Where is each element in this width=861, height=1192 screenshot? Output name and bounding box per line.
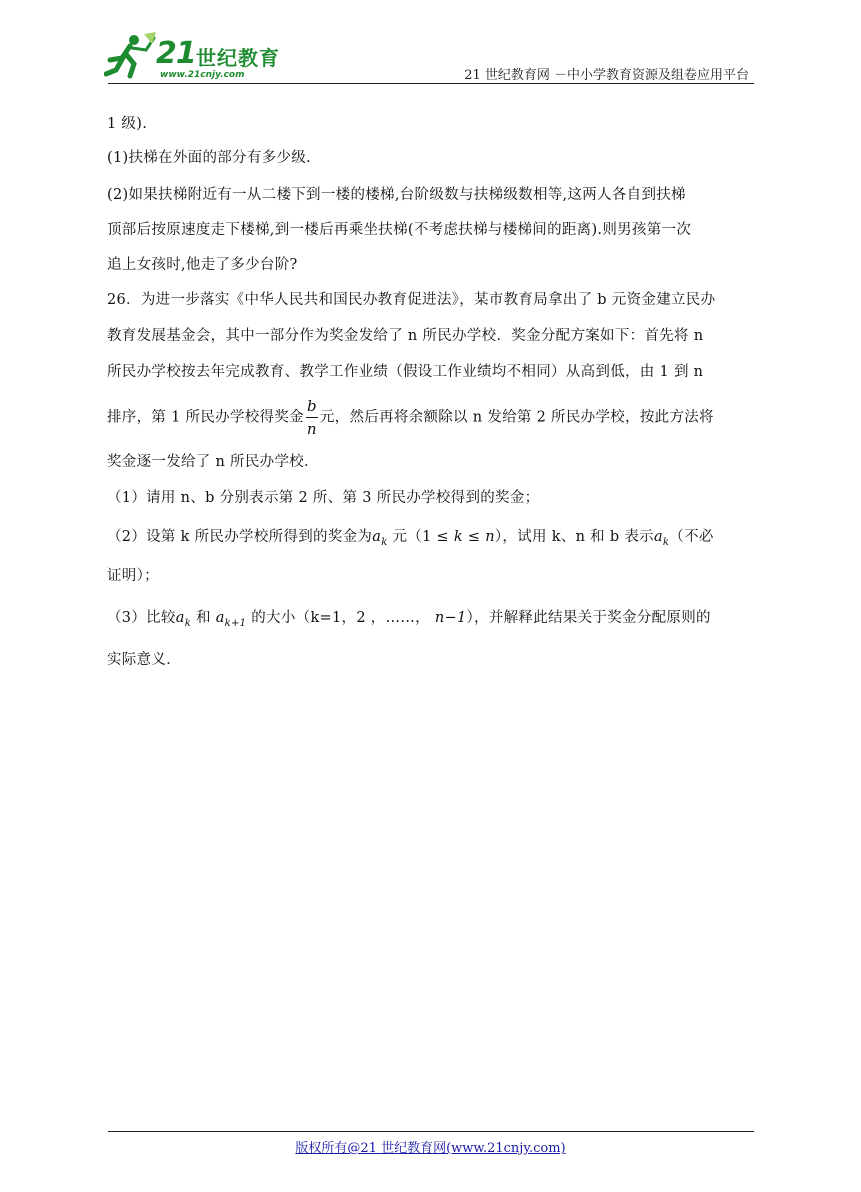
logo-url: www.21cnjy.com: [160, 70, 245, 80]
header-divider: [108, 83, 754, 84]
text-line: 所民办学校按去年完成教育、教学工作业绩（假设工作业绩均不相同）从高到低，由 1 到 n: [107, 364, 704, 380]
text-line: (2)如果扶梯附近有一从二楼下到一楼的楼梯,台阶级数与扶梯级数相等,这两人各自到扶梯: [107, 187, 686, 203]
text-segment: （3）比较: [107, 610, 176, 626]
text-segment: 的大小（k=1，2 ，……，: [246, 610, 435, 626]
runner-icon: [104, 30, 156, 80]
text-line: 1 级).: [107, 116, 148, 132]
fraction-b-over-n: [306, 395, 318, 440]
text-segment: 元，然后再将余额除以 n 发给第 2 所民办学校，按此方法将: [319, 409, 714, 426]
text-line: (1)扶梯在外面的部分有多少级.: [107, 150, 311, 166]
logo-number: 21: [156, 36, 196, 71]
text-line-with-fraction: [107, 395, 714, 440]
sub-question-3: [107, 608, 711, 634]
text-line: 证明）；: [107, 568, 159, 584]
math-subscript: k: [662, 536, 670, 548]
text-segment: 和: [191, 610, 216, 626]
question-26-line: 26．为进一步落实《中华人民共和国民办教育促进法》，某市教育局拿出了 b 元资金建立民办: [107, 292, 716, 308]
text-segment: 元（1: [387, 529, 437, 545]
site-logo: [104, 30, 284, 86]
math-a: a: [372, 529, 382, 545]
math-a: a: [215, 610, 225, 626]
math-inequality: ≤ k ≤ n: [436, 529, 495, 545]
header-site-title: 21 世纪教育网 －中小学教育资源及组卷应用平台: [464, 68, 749, 83]
text-segment: （2）设第 k 所民办学校所得到的奖金为: [107, 529, 373, 545]
text-segment: 排序，第 1 所民办学校得奖金: [107, 409, 304, 426]
footer-copyright-link[interactable]: 版权所有@21 世纪教育网(www.21cnjy.com): [295, 1141, 566, 1156]
footer-divider: [108, 1131, 754, 1132]
text-line: 奖金逐一发给了 n 所民办学校．: [107, 454, 319, 470]
text-line: 追上女孩时,他走了多少台阶?: [107, 257, 298, 273]
sub-question-1: （1）请用 n、b 分别表示第 2 所、第 3 所民办学校得到的奖金；: [107, 490, 540, 506]
sub-question-2: [107, 527, 714, 553]
text-segment: （不必: [669, 529, 714, 545]
text-segment: ），试用 k、n 和 b 表示: [494, 529, 654, 545]
text-segment: ），并解释此结果关于奖金分配原则的: [466, 610, 711, 626]
math-n-minus-1: n−1: [434, 610, 467, 626]
math-subscript: k: [184, 617, 192, 629]
text-line: 顶部后按原速度走下楼梯,到一楼后再乘坐扶梯(不考虑扶梯与楼梯间的距离).则男孩第一次: [107, 222, 692, 238]
text-line: 实际意义．: [107, 652, 181, 668]
fraction-denominator: n: [306, 420, 317, 438]
math-subscript: k: [381, 536, 388, 548]
logo-name: 世纪教育: [196, 46, 280, 70]
text-line: 教育发展基金会，其中一部分作为奖金发给了 n 所民办学校．奖金分配方案如下：首先将 n: [107, 328, 704, 344]
fraction-numerator: b: [306, 395, 318, 418]
math-subscript: k+1: [224, 617, 247, 629]
math-a: a: [653, 529, 663, 545]
math-a: a: [175, 610, 185, 626]
